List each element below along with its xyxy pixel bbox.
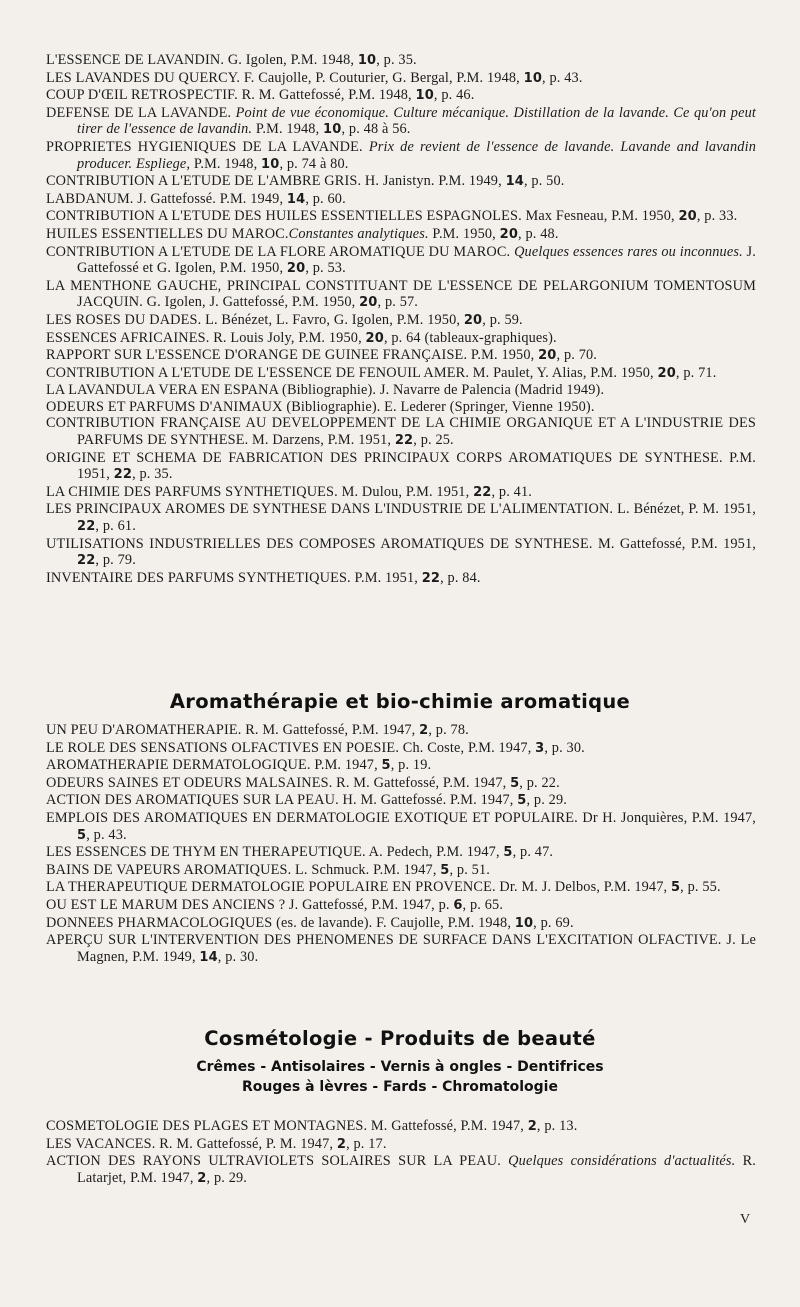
volume-number: 2	[336, 1136, 347, 1152]
entry-text: , p. 13.	[536, 1118, 578, 1134]
entry-text: PROPRIETES HYGIENIQUES DE LA LAVANDE.	[46, 138, 369, 155]
volume-number: 22	[77, 519, 96, 535]
entry-text: , p. 48 à 56.	[341, 121, 411, 138]
section-subheading-products: Crêmes - Antisolaires - Vernis à ongles - Dentifrices	[196, 1059, 604, 1075]
volume-number: 14	[505, 174, 524, 190]
entry-text: R. Latarjet, P.M. 1947,	[77, 1153, 756, 1186]
section-heading-cosmetologie: Cosmétologie - Produits de beauté	[204, 1027, 596, 1050]
volume-number: 5	[503, 845, 513, 861]
volume-number: 2	[419, 723, 429, 738]
entry-text: LA CHIMIE DES PARFUMS SYNTHETIQUES. M. Dulou, P.M. 1951,	[46, 483, 474, 500]
bibliography-entry	[46, 536, 756, 570]
bibliography-entry	[46, 775, 756, 793]
bibliography-entry	[46, 897, 756, 915]
entry-text: LABDANUM. J. Gattefossé. P.M. 1949,	[46, 190, 287, 207]
page-number: V	[740, 1212, 751, 1227]
entry-text: , p. 65.	[462, 896, 504, 913]
bibliography-entry	[46, 139, 756, 173]
volume-number: 5	[670, 880, 681, 896]
entry-text: DONNEES PHARMACOLOGIQUES (es. de lavande). F. Caujolle, P.M. 1948,	[46, 914, 515, 931]
volume-number: 10	[514, 915, 534, 931]
volume-number: 3	[535, 740, 545, 756]
bibliography-entry	[46, 722, 756, 740]
bibliography-entry	[46, 915, 756, 933]
entry-text: , p. 61.	[95, 518, 136, 535]
volume-number: 5	[517, 793, 527, 809]
entry-text: , p. 46.	[433, 87, 475, 104]
entry-text: , p. 47.	[512, 844, 554, 861]
entry-text: , p. 60.	[305, 190, 346, 207]
entry-text: , p. 78.	[428, 722, 469, 738]
bibliography-entry	[46, 740, 756, 758]
entry-text: , p. 79.	[95, 552, 136, 569]
bibliography-entry	[46, 862, 756, 880]
subtitle-italic: Prix de revient de l'essence de lavande. Lavande and lavandin producer. Espliege,	[77, 138, 756, 172]
volume-number: 5	[510, 775, 520, 791]
volume-number: 5	[77, 827, 87, 843]
entry-text: CONTRIBUTION A L'ETUDE DE LA FLORE AROMATIQUE DU MAROC.	[46, 243, 515, 260]
entry-text: L'ESSENCE DE LAVANDIN. G. Igolen, P.M. 1948,	[46, 52, 358, 68]
bibliography-entry	[46, 399, 756, 416]
entry-text: , p. 30.	[217, 948, 259, 965]
volume-number: 5	[381, 758, 391, 774]
entry-text: ESSENCES AFRICAINES. R. Louis Joly, P.M. 1950,	[46, 329, 366, 346]
bibliography-entry	[46, 1136, 756, 1154]
entry-text: LA MENTHONE GAUCHE, PRINCIPAL CONSTITUANT DE L'ESSENCE DE PELARGONIUM TOMENTOSUM JACQUIN. G. Igolen, J. Gattefossé, P.M. 1950,	[46, 277, 756, 311]
entry-text: LES LAVANDES DU QUERCY. F. Caujolle, P. Couturier, G. Bergal, P.M. 1948,	[46, 69, 524, 86]
bibliography-entry	[46, 879, 756, 897]
bibliography-entry	[46, 450, 756, 484]
entry-text: , p. 50.	[523, 173, 565, 190]
volume-number: 22	[77, 553, 96, 569]
bibliography-entry	[46, 757, 756, 775]
entry-text: LE ROLE DES SENSATIONS OLFACTIVES EN POESIE. Ch. Coste, P.M. 1947,	[46, 739, 536, 756]
bibliography-entry	[46, 792, 756, 810]
entry-text: , p. 30.	[544, 739, 585, 756]
entry-text: , p. 35.	[132, 466, 173, 483]
bibliography-entry	[46, 330, 756, 348]
bibliography-section-cosmetologie	[46, 1118, 756, 1187]
volume-number: 10	[357, 53, 377, 68]
entry-text: UN PEU D'AROMATHERAPIE. R. M. Gattefossé, P.M. 1947,	[46, 722, 420, 738]
entry-text: P.M. 1948,	[252, 121, 324, 138]
entry-text: , p. 33.	[696, 208, 738, 225]
bibliography-entry	[46, 501, 756, 535]
subtitle-italic: Constantes analytiques.	[288, 225, 429, 242]
volume-number: 22	[113, 467, 133, 483]
entry-text: , p. 29.	[526, 792, 567, 809]
entry-text: EMPLOIS DES AROMATIQUES EN DERMATOLOGIE EXOTIQUE ET POPULAIRE. Dr H. Jonquières, P.M. 1947,	[46, 809, 756, 826]
volume-number: 20	[463, 312, 483, 328]
entry-text: , p. 17.	[346, 1135, 387, 1152]
entry-text: UTILISATIONS INDUSTRIELLES DES COMPOSES AROMATIQUES DE SYNTHESE. M. Gattefossé, P.M. 1951,	[46, 535, 756, 552]
volume-number: 10	[323, 122, 342, 138]
bibliography-section-essences	[46, 52, 756, 587]
bibliography-entry	[46, 1118, 756, 1136]
bibliography-entry	[46, 1153, 756, 1187]
bibliography-entry	[46, 208, 756, 226]
bibliography-entry	[46, 244, 756, 278]
entry-text: , p. 48.	[518, 225, 559, 242]
entry-text: , p. 84.	[440, 569, 481, 586]
entry-text: AROMATHERAPIE DERMATOLOGIQUE. P.M. 1947,	[46, 757, 382, 774]
volume-number: 20	[499, 226, 519, 242]
bibliography-entry	[46, 382, 756, 399]
volume-number: 20	[359, 295, 378, 311]
volume-number: 20	[538, 348, 557, 364]
entry-text: P.M. 1948,	[190, 155, 262, 172]
entry-text: , p. 43.	[86, 826, 127, 843]
entry-text: , p. 22.	[519, 774, 560, 791]
bibliography-entry	[46, 932, 756, 966]
entry-text: LA LAVANDULA VERA EN ESPANA (Bibliographie). J. Navarre de Palencia (Madrid 1949).	[46, 382, 605, 399]
entry-text: ORIGINE ET SCHEMA DE FABRICATION DES PRINCIPAUX CORPS AROMATIQUES DE SYNTHESE. P.M. 1951,	[46, 449, 756, 483]
entry-text: DEFENSE DE LA LAVANDE.	[46, 104, 236, 121]
volume-number: 2	[527, 1119, 537, 1134]
entry-text: , p. 74 à 80.	[279, 155, 349, 172]
entry-text: ODEURS SAINES ET ODEURS MALSAINES. R. M. Gattefossé, P.M. 1947,	[46, 774, 511, 791]
entry-text: CONTRIBUTION A L'ETUDE DE L'AMBRE GRIS. H. Janistyn. P.M. 1949,	[46, 173, 506, 190]
volume-number: 2	[197, 1170, 207, 1186]
bibliography-entry	[46, 312, 756, 330]
entry-text: , p. 51.	[449, 861, 491, 878]
entry-text: BAINS DE VAPEURS AROMATIQUES. L. Schmuck. P.M. 1947,	[46, 861, 441, 878]
bibliography-entry	[46, 415, 756, 449]
entry-text: , p. 57.	[377, 294, 419, 311]
volume-number: 10	[415, 88, 434, 104]
volume-number: 14	[286, 191, 306, 207]
bibliography-entry	[46, 365, 756, 383]
entry-text: , p. 55.	[680, 879, 721, 896]
entry-text: HUILES ESSENTIELLES DU MAROC.	[46, 225, 289, 242]
entry-text: LES PRINCIPAUX AROMES DE SYNTHESE DANS L'INDUSTRIE DE L'ALIMENTATION. L. Bénézet, P. M. 1951,	[46, 501, 756, 518]
entry-text: COUP D'ŒIL RETROSPECTIF. R. M. Gattefossé, P.M. 1948,	[46, 87, 416, 104]
volume-number: 20	[678, 209, 697, 225]
entry-text: RAPPORT SUR L'ESSENCE D'ORANGE DE GUINEE FRANÇAISE. P.M. 1950,	[46, 347, 539, 364]
entry-text: , p. 69.	[533, 914, 574, 931]
entry-text: , p. 35.	[376, 52, 417, 68]
volume-number: 22	[421, 570, 441, 586]
bibliography-entry	[46, 191, 756, 209]
entry-text: , p. 71.	[675, 364, 717, 381]
entry-text: , p. 43.	[542, 69, 583, 86]
volume-number: 14	[199, 949, 218, 965]
entry-text: , p. 19.	[390, 757, 432, 774]
section-heading-aromatherapie: Aromathérapie et bio-chimie aromatique	[169, 690, 631, 713]
volume-number: 20	[657, 365, 676, 381]
bibliography-entry	[46, 278, 756, 312]
entry-text: LES ROSES DU DADES. L. Bénézet, L. Favro, G. Igolen, P.M. 1950,	[46, 311, 464, 328]
entry-text: , p. 29.	[206, 1169, 248, 1186]
entry-text: CONTRIBUTION FRANÇAISE AU DEVELOPPEMENT DE LA CHIMIE ORGANIQUE ET A L'INDUSTRIE DES PARFUMS DE SYNTHESE. M. Darzens, P.M. 1951,	[46, 415, 756, 449]
volume-number: 22	[473, 484, 492, 500]
entry-text: APERÇU SUR L'INTERVENTION DES PHENOMENES DE SURFACE DANS L'EXCITATION OLFACTIVE. J. Le Magnen, P.M. 1949,	[46, 932, 756, 965]
entry-text: LA THERAPEUTIQUE DERMATOLOGIE POPULAIRE EN PROVENCE. Dr. M. J. Delbos, P.M. 1947,	[46, 879, 671, 896]
entry-text: LES ESSENCES DE THYM EN THERAPEUTIQUE. A. Pedech, P.M. 1947,	[46, 844, 504, 861]
entry-text: , p. 41.	[491, 483, 532, 500]
entry-text: CONTRIBUTION A L'ETUDE DE L'ESSENCE DE FENOUIL AMER. M. Paulet, Y. Alias, P.M. 1950,	[46, 364, 658, 381]
bibliography-entry	[46, 173, 756, 191]
entry-text: , p. 64 (tableaux-graphiques).	[383, 329, 557, 346]
section-subheading-products-2: Rouges à lèvres - Fards - Chromatologie	[242, 1079, 558, 1095]
entry-text: ACTION DES RAYONS ULTRAVIOLETS SOLAIRES SUR LA PEAU.	[46, 1153, 509, 1170]
bibliography-entry	[46, 810, 756, 844]
bibliography-entry	[46, 570, 756, 588]
bibliography-entry	[46, 226, 756, 244]
bibliography-entry	[46, 105, 756, 139]
bibliography-entry	[46, 87, 756, 105]
volume-number: 10	[523, 70, 543, 86]
subtitle-italic: Quelques considérations d'actualités.	[508, 1153, 736, 1170]
bibliography-section-aromatherapie	[46, 722, 756, 966]
bibliography-entry	[46, 347, 756, 365]
entry-text: ACTION DES AROMATIQUES SUR LA PEAU. H. M. Gattefossé. P.M. 1947,	[46, 792, 518, 809]
subtitle-italic: Quelques essences rares ou inconnues.	[514, 243, 743, 260]
bibliography-entry	[46, 52, 756, 70]
entry-text: COSMETOLOGIE DES PLAGES ET MONTAGNES. M. Gattefossé, P.M. 1947,	[46, 1118, 528, 1134]
entry-text: OU EST LE MARUM DES ANCIENS ? J. Gattefossé, P.M. 1947, p.	[46, 896, 454, 913]
entry-text: J. Gattefossé et G. Igolen, P.M. 1950,	[77, 243, 757, 277]
volume-number: 22	[394, 433, 414, 449]
entry-text: P.M. 1950,	[428, 225, 500, 242]
volume-number: 20	[365, 330, 384, 346]
entry-text: CONTRIBUTION A L'ETUDE DES HUILES ESSENTIELLES ESPAGNOLES. Max Fesneau, P.M. 1950,	[46, 208, 679, 225]
entry-text: , p. 70.	[556, 347, 598, 364]
entry-text: , p. 59.	[482, 311, 523, 328]
bibliography-entry	[46, 844, 756, 862]
bibliography-entry	[46, 484, 756, 502]
entry-text: INVENTAIRE DES PARFUMS SYNTHETIQUES. P.M. 1951,	[46, 569, 422, 586]
entry-text: , p. 53.	[305, 260, 346, 277]
volume-number: 5	[440, 862, 450, 878]
volume-number: 20	[286, 261, 306, 277]
entry-text: LES VACANCES. R. M. Gattefossé, P. M. 1947,	[46, 1135, 337, 1152]
bibliography-entry	[46, 70, 756, 88]
entry-text: , p. 25.	[413, 432, 454, 449]
volume-number: 10	[261, 156, 280, 172]
subtitle-italic: Point de vue économique. Culture mécanique. Distillation de la lavande. Ce qu'on peut tirer de l'essence de lavandin.	[77, 104, 756, 138]
volume-number: 6	[453, 897, 463, 913]
entry-text: ODEURS ET PARFUMS D'ANIMAUX (Bibliographie). E. Lederer (Springer, Vienne 1950).	[46, 398, 595, 415]
